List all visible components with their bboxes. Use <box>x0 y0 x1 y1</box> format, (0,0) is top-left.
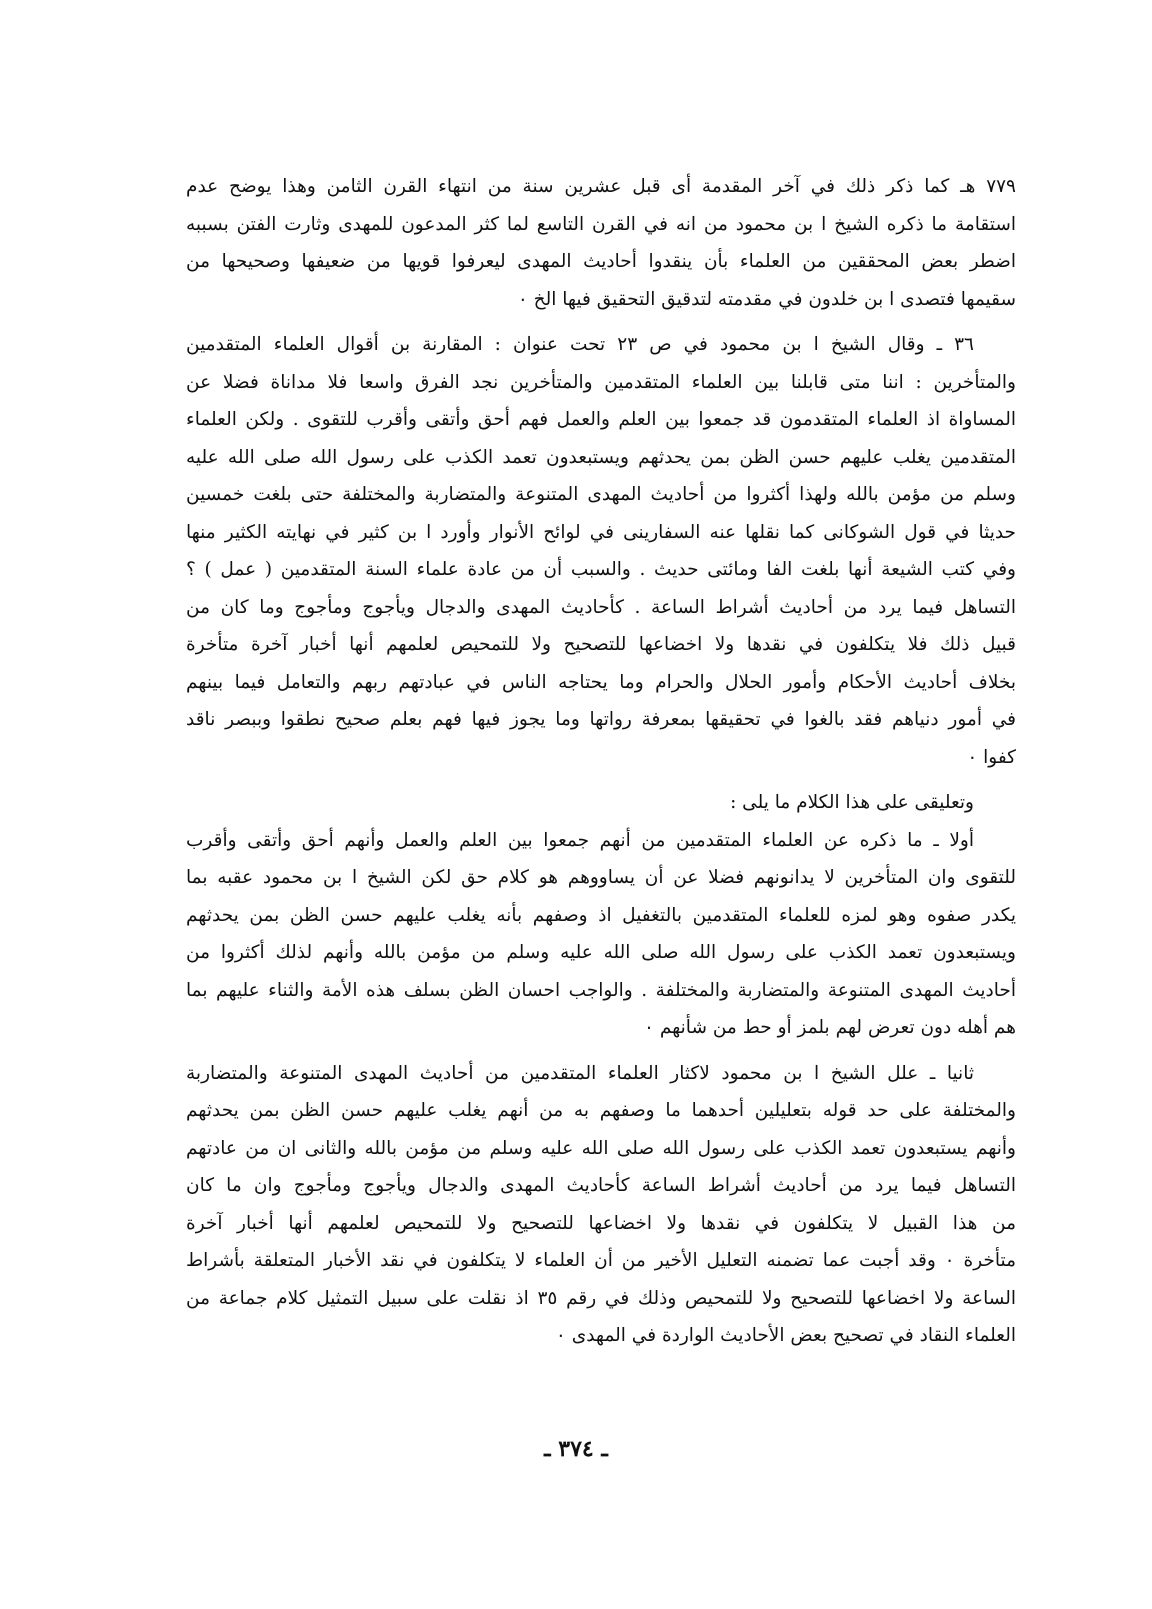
text-line: المساواة اذ العلماء المتقدمون قد جمعوا بين العلم والعمل فهم أحق وأتقى وأقرب للتقوى . ولكن العلماء <box>186 409 1016 430</box>
text-line: وتعليقى على هذا الكلام ما يلى : <box>730 792 974 813</box>
text-line: وفي كتب الشيعة أنها بلغت الفا ومائتى حديث . والسبب أن من عادة علماء السنة المتقدمين ( عمل ) ؟ <box>186 559 1016 580</box>
text-line: وسلم من مؤمن بالله ولهذا أكثروا من أحاديث المهدى المتنوعة والمتضاربة والمختلفة حتى بلغت خمسين <box>186 484 1016 505</box>
paragraph-4 <box>186 822 1016 1047</box>
text-line: من هذا القبيل لا يتكلفون في نقدها ولا اخضاعها للتصحيح ولا للتمحيص لعلمهم أنها أخبار آخرة <box>186 1212 1016 1234</box>
text-line: كفوا ٠ <box>967 746 1016 768</box>
text-line: في أمور دنياهم فقد بالغوا في تحقيقها بمعرفة رواتها وما يجوز فيها فهم بعلم صحيح نطقوا وببصر ناقد <box>186 709 1016 730</box>
text-line: ثانيا ـ علل الشيخ ا بن محمود لاكثار العلماء المتقدمين من أحاديث المهدى المتنوعة والمتضاربة <box>186 1062 974 1084</box>
text-line: ٧٧٩ هـ كما ذكر ذلك في آخر المقدمة أى قبل عشرين سنة من انتهاء القرن الثامن وهذا يوضح عدم <box>186 176 1016 197</box>
page-number: ـ ٣٧٤ ـ <box>544 1436 608 1462</box>
text-line: بخلاف أحاديث الأحكام وأمور الحلال والحرام وما يحتاجه الناس في عبادتهم ربهم والتعامل فيما بينهم <box>186 671 1016 693</box>
text-line: وأنهم يستبعدون تعمد الكذب على رسول الله صلى الله عليه وسلم من مؤمن بالله والثانى ان من عادتهم <box>186 1137 1016 1159</box>
text-line: متأخرة ٠ وقد أجبت عما تضمنه التعليل الأخير من أن العلماء لا يتكلفون في نقد الأخبار المتعلقة بأشراط <box>186 1250 1016 1271</box>
text-line: والمختلفة على حد قوله بتعليلين أحدهما ما وصفهم به من أنهم يغلب عليهم حسن الظن بمن يحدثهم <box>186 1100 1016 1121</box>
text-line: هم أهله دون تعرض لهم بلمز أو حط من شأنهم ٠ <box>644 1017 1016 1038</box>
text-line: اضطر بعض المحققين من العلماء بأن ينقدوا أحاديث المهدى ليعرفوا قويها من ضعيفها وصحيحها من <box>186 251 1016 272</box>
text-line: المتقدمين يغلب عليهم حسن الظن بمن يحدثهم ويستبعدون تعمد الكذب على رسول الله صلى الله عليه <box>186 446 1016 468</box>
text-line: استقامة ما ذكره الشيخ ا بن محمود من انه في القرن التاسع لما كثر المدعون للمهدى وثارت الفتن بسببه <box>186 213 1016 235</box>
text-line: للتقوى وان المتأخرين لا يدانونهم فضلا عن أن يساووهم هو كلام حق لكن الشيخ ا بن محمود عقبه بما <box>186 867 1016 888</box>
text-line: ٣٦ ـ وقال الشيخ ا بن محمود في ص ٢٣ تحت عنوان : المقارنة بن أقوال العلماء المتقدمين <box>186 334 974 355</box>
text-line: الساعة ولا اخضاعها للتصحيح ولا للتمحيص وذلك في رقم ٣٥ اذ نقلت على سبيل التمثيل كلام جماعة من <box>186 1287 1016 1309</box>
text-line: العلماء النقاد في تصحيح بعض الأحاديث الواردة في المهدى ٠ <box>555 1325 1016 1346</box>
text-line: أحاديث المهدى المتنوعة والمتضاربة والمختلفة . والواجب احسان الظن بسلف هذه الأمة والثناء عليهم بما <box>186 979 1016 1001</box>
paragraph-1 <box>186 168 1016 318</box>
text-line: التساهل فيما يرد من أحاديث أشراط الساعة . كأحاديث المهدى والدجال ويأجوج ومأجوج وما كان من <box>186 596 1016 618</box>
text-line: قبيل ذلك فلا يتكلفون في نقدها ولا اخضاعها للتصحيح ولا للتمحيص لعلمهم أنها أخبار آخرة متأخرة <box>186 634 1016 655</box>
text-line: أولا ـ ما ذكره عن العلماء المتقدمين من أنهم جمعوا بين العلم والعمل وأنهم أحق وأتقى وأقرب <box>186 829 974 851</box>
paragraph-3 <box>186 784 1016 822</box>
text-line: ويستبعدون تعمد الكذب على رسول الله صلى الله عليه وسلم من مؤمن بالله وأنهم لذلك أكثروا من <box>186 942 1016 963</box>
text-line: يكدر صفوه وهو لمزه للعلماء المتقدمين بالتغفيل اذ وصفهم بأنه يغلب عليهم حسن الظن بمن يحدثهم <box>186 904 1016 926</box>
text-line: والمتأخرين : اننا متى قابلنا بين العلماء المتقدمين والمتأخرين نجد الفرق واسعا فلا مداناة فضلا عن <box>186 371 1016 393</box>
paragraph-5 <box>186 1055 1016 1355</box>
page-body <box>186 168 1016 1355</box>
text-line: التساهل فيما يرد من أحاديث أشراط الساعة كأحاديث المهدى والدجال ويأجوج ومأجوج وان ما كان <box>186 1175 1016 1196</box>
paragraph-2 <box>186 326 1016 776</box>
text-line: سقيمها فتصدى ا بن خلدون في مقدمته لتدقيق التحقيق فيها الخ ٠ <box>517 288 1016 310</box>
text-line: حديثا في قول الشوكانى كما نقلها عنه السفارينى في لوائح الأنوار وأورد ا بن كثير في نهايته الكثير منها <box>186 521 1016 543</box>
